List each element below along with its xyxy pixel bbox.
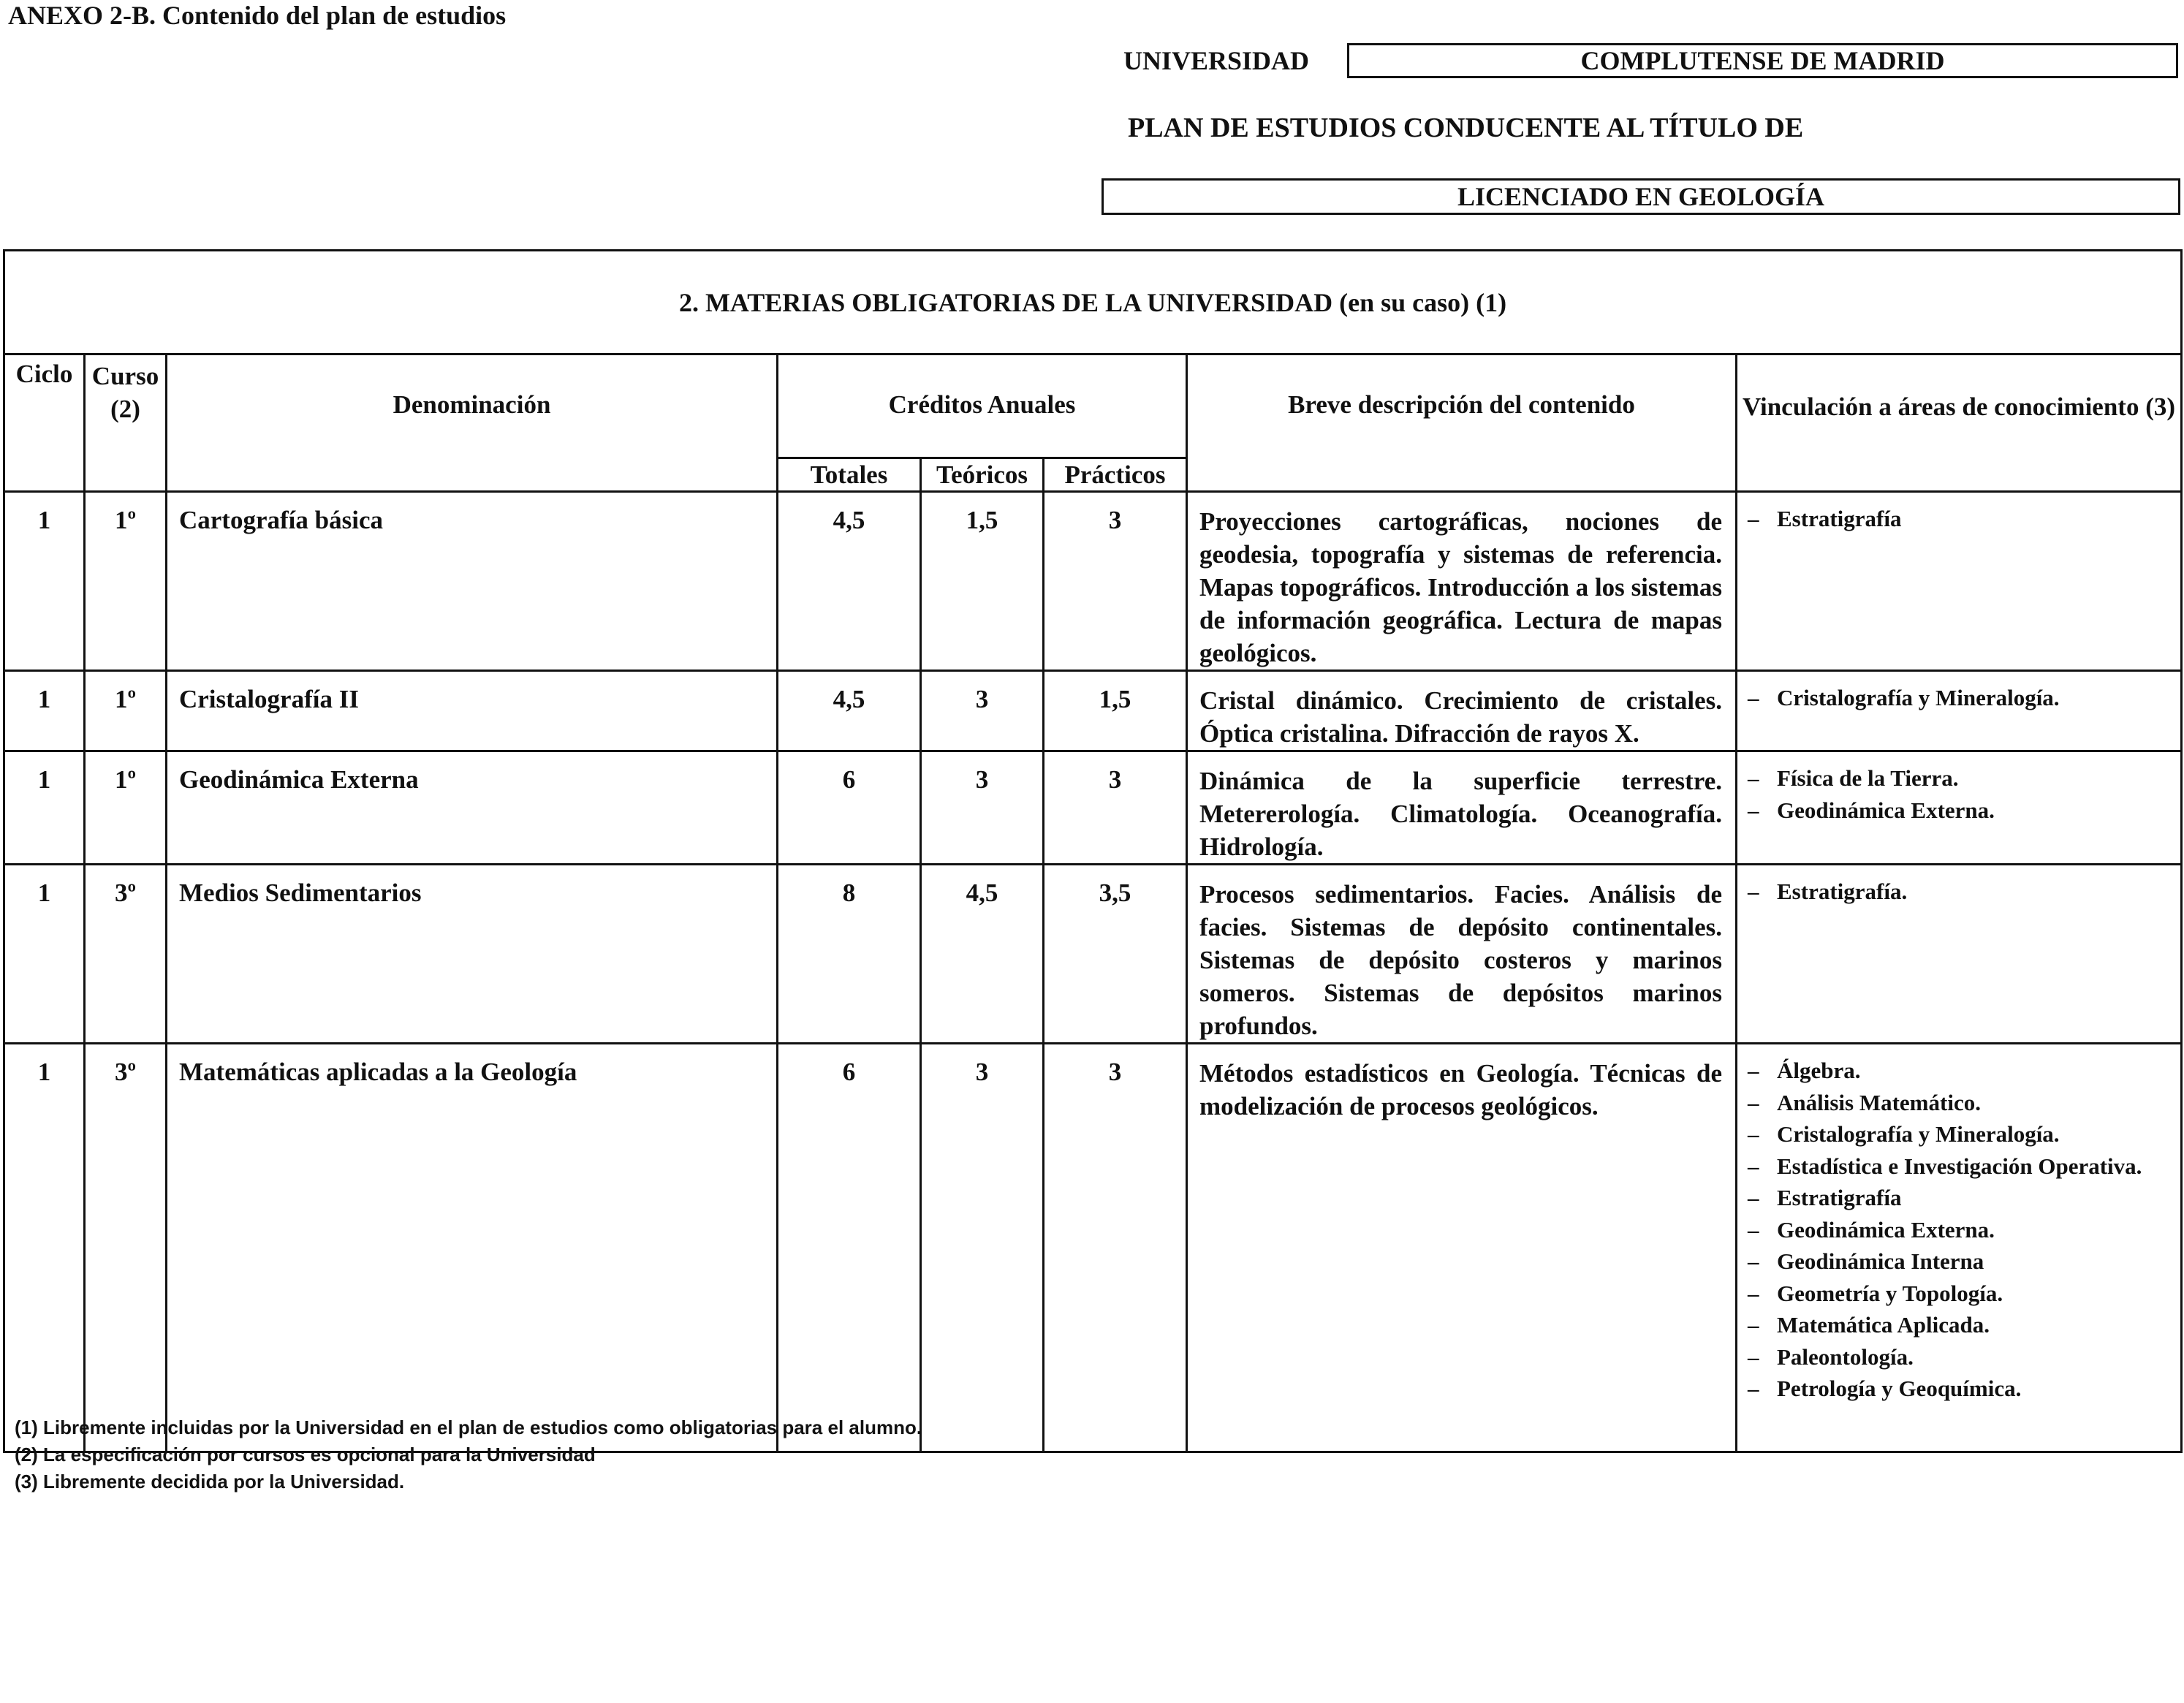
areas-list <box>1748 876 2173 908</box>
cell-practicos: 3 <box>1044 492 1187 671</box>
cell-ciclo: 1 <box>4 865 85 1044</box>
dash-bullet-icon: – <box>1748 1058 1759 1083</box>
dash-bullet-icon: – <box>1748 685 1759 710</box>
cell-vinculacion <box>1737 1044 2182 1452</box>
area-name: Estadística e Investigación Operativa. <box>1777 1153 2142 1179</box>
cell-teoricos: 3 <box>921 751 1044 865</box>
cell-vinculacion <box>1737 671 2182 751</box>
footnote-1: (1) Libremente incluidas por la Universidad en el plan de estudios como obligatorias para el alumno. <box>15 1416 922 1438</box>
list-item <box>1748 682 2173 714</box>
area-name: Matemática Aplicada. <box>1777 1312 1990 1338</box>
universidad-value-box: COMPLUTENSE DE MADRID <box>1347 43 2178 78</box>
cell-practicos: 3 <box>1044 751 1187 865</box>
cell-vinculacion <box>1737 751 2182 865</box>
cell-vinculacion <box>1737 492 2182 671</box>
cell-ciclo: 1 <box>4 671 85 751</box>
cell-totales: 6 <box>778 751 921 865</box>
cell-teoricos: 4,5 <box>921 865 1044 1044</box>
area-name: Estratigrafía <box>1777 506 1902 531</box>
dash-bullet-icon: – <box>1748 765 1759 791</box>
cell-teoricos: 3 <box>921 1044 1044 1452</box>
area-name: Geometría y Topología. <box>1777 1280 2003 1306</box>
materias-table <box>3 249 2183 1453</box>
dash-bullet-icon: – <box>1748 797 1759 823</box>
cell-practicos: 3,5 <box>1044 865 1187 1044</box>
cell-teoricos: 3 <box>921 671 1044 751</box>
list-item <box>1748 1118 2173 1150</box>
areas-list <box>1748 503 2173 535</box>
cell-descripcion: Proyecciones cartográficas, nociones de geodesia, topografía y sistemas de referencia. Mapas topográficos. Introducción a los sistemas de información geográfica. Lectura de mapas geológicos. <box>1187 492 1737 671</box>
area-name: Geodinámica Interna <box>1777 1248 1984 1274</box>
plan-label: PLAN DE ESTUDIOS CONDUCENTE AL TÍTULO DE <box>1128 113 1804 143</box>
cell-curso: 1º <box>85 671 167 751</box>
cell-totales: 8 <box>778 865 921 1044</box>
dash-bullet-icon: – <box>1748 1216 1759 1243</box>
cell-totales: 6 <box>778 1044 921 1452</box>
dash-bullet-icon: – <box>1748 1343 1759 1370</box>
cell-curso: 3º <box>85 1044 167 1452</box>
cell-curso: 1º <box>85 751 167 865</box>
dash-bullet-icon: – <box>1748 1248 1759 1274</box>
cell-descripcion: Métodos estadísticos en Geología. Técnicas de modelización de procesos geológicos. <box>1187 1044 1737 1452</box>
dash-bullet-icon: – <box>1748 1121 1759 1147</box>
header-creditos-anuales: Créditos Anuales <box>778 354 1187 458</box>
area-name: Paleontología. <box>1777 1343 1914 1370</box>
area-name: Estratigrafía <box>1777 1185 1902 1210</box>
cell-practicos: 1,5 <box>1044 671 1187 751</box>
areas-list <box>1748 1055 2173 1405</box>
cell-descripcion: Dinámica de la superficie terrestre. Metererología. Climatología. Oceanografía. Hidrología. <box>1187 751 1737 865</box>
area-name: Estratigrafía. <box>1777 879 1908 904</box>
cell-descripcion: Cristal dinámico. Crecimiento de cristales. Óptica cristalina. Difracción de rayos X. <box>1187 671 1737 751</box>
cell-teoricos: 1,5 <box>921 492 1044 671</box>
cell-denominacion: Geodinámica Externa <box>167 751 778 865</box>
header-denominacion: Denominación <box>167 354 778 492</box>
area-name: Análisis Matemático. <box>1777 1089 1981 1115</box>
cell-totales: 4,5 <box>778 671 921 751</box>
list-item <box>1748 503 2173 535</box>
list-item <box>1748 762 2173 794</box>
table-row <box>4 751 2182 865</box>
table-row <box>4 865 2182 1044</box>
titulo-value-box: LICENCIADO EN GEOLOGÍA <box>1102 178 2180 215</box>
cell-descripcion: Procesos sedimentarios. Facies. Análisis de facies. Sistemas de depósito continentales. Sistemas de depósito costeros y marinos someros. Sistemas de depósitos marinos profundos. <box>1187 865 1737 1044</box>
cell-ciclo: 1 <box>4 751 85 865</box>
cell-denominacion: Cristalografía II <box>167 671 778 751</box>
area-name: Geodinámica Externa. <box>1777 797 1995 823</box>
footnotes <box>15 1414 922 1495</box>
footnote-2: (2) La especificación por cursos es opcional para la Universidad <box>15 1444 596 1465</box>
document-heading: ANEXO 2-B. Contenido del plan de estudios <box>8 1 507 30</box>
list-item <box>1748 1214 2173 1246</box>
dash-bullet-icon: – <box>1748 1376 1759 1401</box>
cell-curso: 1º <box>85 492 167 671</box>
list-item <box>1748 1245 2173 1278</box>
header-ciclo: Ciclo <box>4 354 85 492</box>
header-curso: Curso (2) <box>85 354 167 492</box>
list-item <box>1748 1087 2173 1119</box>
area-name: Álgebra. <box>1777 1058 1861 1083</box>
cell-denominacion: Cartografía básica <box>167 492 778 671</box>
dash-bullet-icon: – <box>1748 879 1759 904</box>
cell-ciclo: 1 <box>4 1044 85 1452</box>
universidad-label: UNIVERSIDAD <box>1123 46 1310 75</box>
dash-bullet-icon: – <box>1748 1089 1759 1115</box>
cell-totales: 4,5 <box>778 492 921 671</box>
area-name: Petrología y Geoquímica. <box>1777 1376 2022 1401</box>
dash-bullet-icon: – <box>1748 1185 1759 1210</box>
list-item <box>1748 876 2173 908</box>
dash-bullet-icon: – <box>1748 1153 1759 1179</box>
area-name: Cristalografía y Mineralogía. <box>1777 685 2060 710</box>
list-item <box>1748 1150 2173 1183</box>
cell-curso: 3º <box>85 865 167 1044</box>
table-row <box>4 1044 2182 1452</box>
header-totales: Totales <box>778 458 921 492</box>
area-name: Geodinámica Externa. <box>1777 1216 1995 1243</box>
area-name: Cristalografía y Mineralogía. <box>1777 1121 2060 1147</box>
table-row <box>4 671 2182 751</box>
table-row <box>4 492 2182 671</box>
dash-bullet-icon: – <box>1748 1280 1759 1306</box>
cell-denominacion: Medios Sedimentarios <box>167 865 778 1044</box>
list-item <box>1748 794 2173 827</box>
dash-bullet-icon: – <box>1748 1312 1759 1338</box>
cell-vinculacion <box>1737 865 2182 1044</box>
dash-bullet-icon: – <box>1748 506 1759 531</box>
area-name: Física de la Tierra. <box>1777 765 1959 791</box>
header-practicos: Prácticos <box>1044 458 1187 492</box>
list-item <box>1748 1055 2173 1087</box>
section-title: 2. MATERIAS OBLIGATORIAS DE LA UNIVERSIDAD (en su caso) (1) <box>4 251 2182 354</box>
areas-list <box>1748 682 2173 714</box>
list-item <box>1748 1373 2173 1405</box>
header-descripcion: Breve descripción del contenido <box>1187 354 1737 492</box>
header-teoricos: Teóricos <box>921 458 1044 492</box>
list-item <box>1748 1309 2173 1341</box>
cell-ciclo: 1 <box>4 492 85 671</box>
cell-denominacion: Matemáticas aplicadas a la Geología <box>167 1044 778 1452</box>
header-vinculacion: Vinculación a áreas de conocimiento (3) <box>1737 354 2182 492</box>
cell-practicos: 3 <box>1044 1044 1187 1452</box>
list-item <box>1748 1341 2173 1373</box>
list-item <box>1748 1182 2173 1214</box>
footnote-3: (3) Libremente decidida por la Universidad. <box>15 1471 405 1493</box>
list-item <box>1748 1278 2173 1310</box>
areas-list <box>1748 762 2173 826</box>
